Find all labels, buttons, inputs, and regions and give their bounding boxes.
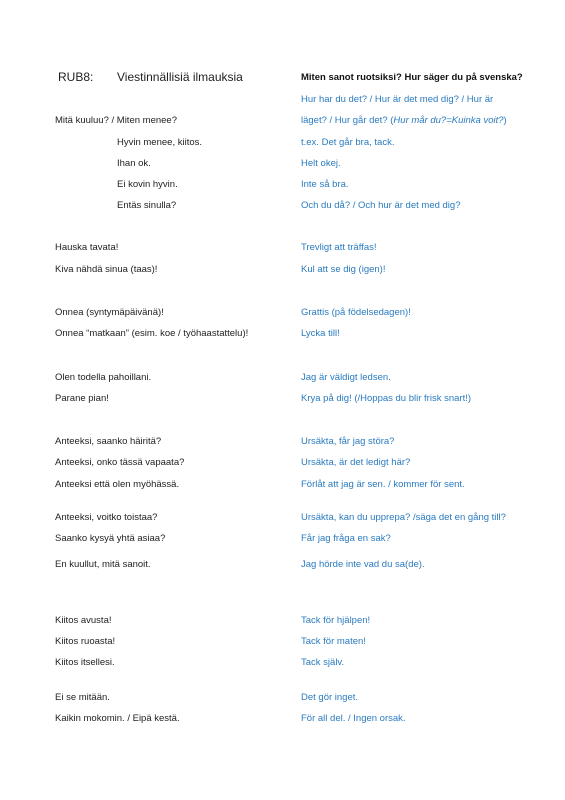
swedish-phrase-italic: Hur mår du?=Kuinka voit? [393, 115, 504, 126]
finnish-phrase: Ei kovin hyvin. [117, 179, 178, 190]
finnish-phrase: Kiitos avusta! [55, 615, 112, 626]
finnish-phrase: Onnea “matkaan” (esim. koe / työhaastattelu)! [55, 328, 249, 339]
finnish-phrase: Parane pian! [55, 393, 109, 404]
swedish-phrase: Kul att se dig (igen)! [301, 264, 386, 275]
document-code: RUB8: [58, 70, 94, 84]
finnish-phrase: Kiitos itsellesi. [55, 657, 115, 668]
swedish-phrase: Förlåt att jag är sen. / kommer för sent. [301, 479, 465, 490]
swedish-phrase: Inte så bra. [301, 179, 349, 190]
swedish-phrase: t.ex. Det går bra, tack. [301, 137, 395, 148]
swedish-phrase: Lycka till! [301, 328, 340, 339]
swedish-phrase: För all del. / Ingen orsak. [301, 713, 406, 724]
swedish-phrase: läget? / Hur går det? (Hur mår du?=Kuinka voit?) [301, 115, 507, 126]
finnish-phrase: Entäs sinulla? [117, 200, 177, 211]
finnish-phrase: Saanko kysyä yhtä asiaa? [55, 533, 166, 544]
finnish-phrase: Kiva nähdä sinua (taas)! [55, 264, 158, 275]
finnish-phrase: Hyvin menee, kiitos. [117, 137, 203, 148]
finnish-phrase: Kiitos ruoasta! [55, 636, 116, 647]
finnish-phrase: Kaikin mokomin. / Eipä kestä. [55, 713, 180, 724]
finnish-phrase: Onnea (syntymäpäivänä)! [55, 307, 164, 318]
swedish-phrase: Jag hörde inte vad du sa(de). [301, 559, 425, 570]
finnish-phrase: Anteeksi, voitko toistaa? [55, 512, 158, 523]
document-title: Viestinnällisiä ilmauksia [117, 70, 243, 84]
swedish-phrase: Ursäkta, är det ledigt här? [301, 457, 411, 468]
finnish-phrase: Anteeksi että olen myöhässä. [55, 479, 180, 490]
finnish-phrase: Mitä kuuluu? / Miten menee? [55, 115, 177, 126]
swedish-phrase: Ursäkta, får jag störa? [301, 436, 395, 447]
finnish-phrase: Ei se mitään. [55, 692, 110, 703]
swedish-phrase: Trevligt att träffas! [301, 242, 377, 253]
swedish-phrase: Tack för maten! [301, 636, 366, 647]
finnish-phrase: Olen todella pahoillani. [55, 372, 152, 383]
swedish-phrase: Krya på dig! (/Hoppas du blir frisk snart!) [301, 393, 472, 404]
finnish-phrase: En kuullut, mitä sanoit. [55, 559, 151, 570]
translation-column-heading: Miten sanot ruotsiksi? Hur säger du på svenska? [301, 72, 523, 83]
swedish-phrase: Helt okej. [301, 158, 341, 169]
finnish-phrase: Anteeksi, onko tässä vapaata? [55, 457, 185, 468]
finnish-phrase: Anteeksi, saanko häiritä? [55, 436, 162, 447]
swedish-phrase: Tack själv. [301, 657, 345, 668]
swedish-phrase: Jag är väldigt ledsen. [301, 372, 391, 383]
swedish-phrase: Hur har du det? / Hur är det med dig? / Hur är [301, 94, 494, 105]
swedish-phrase: Ursäkta, kan du upprepa? /säga det en gång till? [301, 512, 506, 523]
swedish-phrase: Får jag fråga en sak? [301, 533, 391, 544]
swedish-phrase: Och du då? / Och hur är det med dig? [301, 200, 461, 211]
finnish-phrase: Hauska tavata! [55, 242, 119, 253]
finnish-phrase: Ihan ok. [117, 158, 151, 169]
swedish-phrase: Det gör inget. [301, 692, 359, 703]
swedish-phrase: Grattis (på födelsedagen)! [301, 307, 411, 318]
swedish-phrase: Tack för hjälpen! [301, 615, 371, 626]
